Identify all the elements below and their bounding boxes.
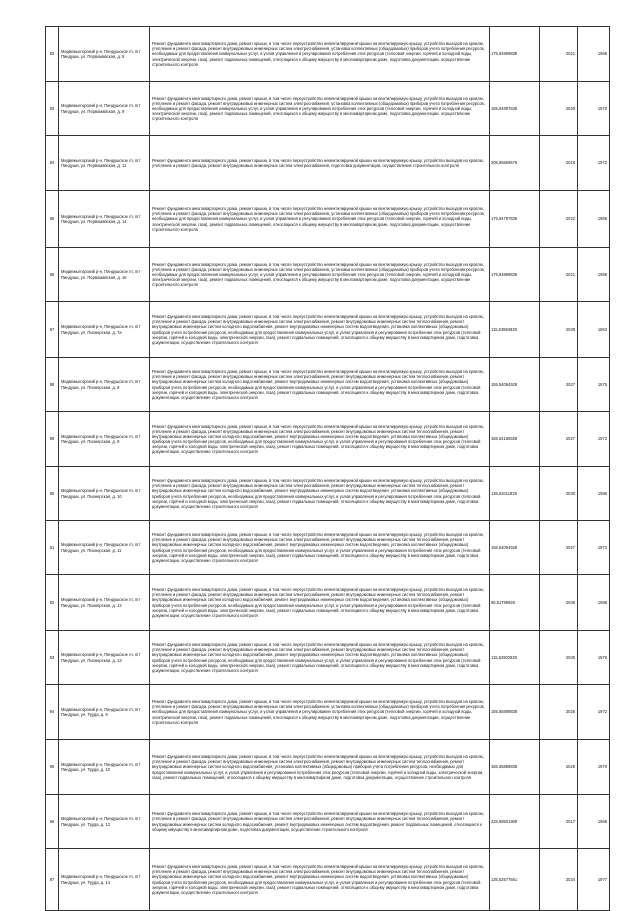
cost-cell: 155,54094928 [490, 358, 540, 412]
address-cell: Медвежьегорский р-н, Пиндушское гп, пгт Пиндуши, ул. Пионерская, д. 9 [59, 412, 150, 467]
table-row [46, 849, 610, 911]
row-number-cell: 83 [46, 82, 59, 136]
planned-year-cell: 2030 [540, 467, 578, 521]
table-row [46, 302, 610, 358]
row-number-cell: 87 [46, 302, 59, 358]
works-description-cell: Ремонт фундамента многоквартирного дома, ремонт крыши, в том числе переустройство невентилируемой крыши на вентилируемую крышу, устройство выходов на кровлю, утепление и ремонт фасада, ремонт внутридомовых инженерных систем электроснабжения, ремонт внутридомовых инженерных систем теплоснабжения, ремонт внутридомовых инженерных систем холодного водоснабжения, ремонт внутридомовых инженерных систем водоотведения, установка коллективных (общедомовых) приборов учета потребления ресурсов, необходимых для предоставления коммунальных услуг, и узлов управления и регулирования потребления этих ресурсов (тепловой энергии, горячей и холодной воды, электрической энергии, газа), ремонт подвальных помещений, относящихся к общему имуществу в многоквартирном доме, подготовка документации, осуществление строительного контроля [150, 849, 490, 911]
planned-year-cell: 2036 [540, 575, 578, 631]
row-number-cell: 93 [46, 631, 59, 685]
row-number-cell: 95 [46, 740, 59, 795]
works-description-cell: Ремонт фундамента многоквартирного дома, ремонт крыши, в том числе переустройство невентилируемой крыши на вентилируемую крышу, устройство выходов на кровлю, утепление и ремонт фасада, ремонт внутридомовых инженерных систем электроснабжения, ремонт внутридомовых инженерных систем теплоснабжения, ремонт внутридомовых инженерных систем холодного водоснабжения, ремонт внутридомовых инженерных систем водоотведения, установка коллективных (общедомовых) приборов учета потребления ресурсов, необходимых для предоставления коммунальных услуг, и узлов управления и регулирования потребления этих ресурсов (тепловой энергии, горячей и холодной воды, электрической энергии, газа), ремонт подвальных помещений, относящихся к общему имуществу в многоквартирном доме, подготовка документации, осуществление строительного контроля [150, 521, 490, 575]
table-row [46, 191, 610, 248]
cost-cell: 205,56569678 [490, 136, 540, 191]
address-cell: Медвежьегорский р-н, Пиндушское гп, пгт Пиндуши, ул. Труда, д. 10 [59, 740, 150, 795]
build-year-cell: 1972 [578, 136, 610, 191]
cost-cell: 95,51799928 [490, 575, 540, 631]
planned-year-cell: 2018 [540, 136, 578, 191]
address-cell: Медвежьегорский р-н, Пиндушское гп, пгт Пиндуши, ул. Труда, д. 9 [59, 685, 150, 740]
table-body [46, 27, 610, 911]
build-year-cell: 1966 [578, 795, 610, 849]
table-row [46, 136, 610, 191]
works-description-cell: Ремонт фундамента многоквартирного дома, ремонт крыши, в том числе переустройство невентилируемой крыши на вентилируемую крышу, устройство выходов на кровлю, утепление и ремонт фасада, ремонт внутридомовых инженерных систем электроснабжения, ремонт внутридомовых инженерных систем теплоснабжения, ремонт внутридомовых инженерных систем холодного водоснабжения, ремонт внутридомовых инженерных систем водоотведения, установка коллективных (общедомовых) приборов учета потребления ресурсов, необходимых для предоставления коммунальных услуг, и узлов управления и регулирования потребления этих ресурсов (тепловой энергии, горячей и холодной воды, электрической энергии, газа), ремонт подвальных помещений, относящихся к общему имуществу в многоквартирном доме, подготовка документации, осуществление строительного контроля [150, 467, 490, 521]
planned-year-cell: 2027 [540, 358, 578, 412]
planned-year-cell: 2036 [540, 631, 578, 685]
works-description-cell: Ремонт фундамента многоквартирного дома, ремонт крыши, в том числе переустройство невентилируемой крыши на вентилируемую крышу, устройство выходов на кровлю, утепление и ремонт фасада, ремонт внутридомовых инженерных систем электроснабжения, установка коллективных (общедомовых) приборов учета потребления ресурсов, необходимых для предоставления коммунальных услуг, и узлов управления и регулирования потребления этих ресурсов (тепловой энергии, горячей и холодной воды, электрической энергии, газа), ремонт подвальных помещений, относящихся к общему имуществу в многоквартирном доме, подготовка документации, осуществление строительного контроля [150, 82, 490, 136]
address-cell: Медвежьегорский р-н, Пиндушское гп, пгт Пиндуши, ул. Труда, д. 13 [59, 795, 150, 849]
repair-program-table [45, 26, 610, 911]
build-year-cell: 1963 [578, 302, 610, 358]
cost-cell: 175,94797838 [490, 191, 540, 248]
row-number-cell: 85 [46, 191, 59, 248]
build-year-cell: 1977 [578, 849, 610, 911]
cost-cell: 135,52011928 [490, 467, 540, 521]
address-cell: Медвежьегорский р-н, Пиндушское гп, пгт Пиндуши, ул. Первомайская, д. 11 [59, 136, 150, 191]
works-description-cell: Ремонт фундамента многоквартирного дома, ремонт крыши, в том числе переустройство невентилируемой крыши на вентилируемую крышу, устройство выходов на кровлю, утепление и ремонт фасада, ремонт внутридомовых инженерных систем электроснабжения, ремонт внутридомовых инженерных систем теплоснабжения, ремонт внутридомовых инженерных систем холодного водоснабжения, ремонт внутридомовых инженерных систем водоотведения, установка коллективных (общедомовых) приборов учета потребления ресурсов, необходимых для предоставления коммунальных услуг, и узлов управления и регулирования потребления этих ресурсов (тепловой энергии, горячей и холодной воды, электрической энергии, газа), ремонт подвальных помещений, относящихся к общему имуществу в многоквартирном доме, подготовка документации, осуществление строительного контроля [150, 631, 490, 685]
table-row [46, 795, 610, 849]
cost-cell: 175,94899838 [490, 248, 540, 302]
document-page [45, 26, 609, 911]
cost-cell: 155,55889838 [490, 685, 540, 740]
works-description-cell: Ремонт фундамента многоквартирного дома, ремонт крыши, в том числе переустройство невентилируемой крыши на вентилируемую крышу, устройство выходов на кровлю, утепление и ремонт фасада, ремонт внутридомовых инженерных систем электроснабжения, ремонт внутридомовых инженерных систем теплоснабжения, ремонт внутридомовых инженерных систем холодного водоснабжения, установка коллективных (общедомовых) приборов учета потребления ресурсов, необходимых для предоставления коммунальных услуг, и узлов управления и регулирования потребления этих ресурсов (тепловой энергии, горячей и холодной воды, электрической энергии, газа), ремонт подвальных помещений, относящихся к общему имуществу в многоквартирном доме, подготовка документации, осуществление строительного контроля [150, 740, 490, 795]
works-description-cell: Ремонт фундамента многоквартирного дома, ремонт крыши, в том числе переустройство невентилируемой крыши на вентилируемую крышу, устройство выходов на кровлю, утепление и ремонт фасада, ремонт внутридомовых инженерных систем электроснабжения, установка коллективных (общедомовых) приборов учета потребления ресурсов, необходимых для предоставления коммунальных услуг, и узлов управления и регулирования потребления этих ресурсов (тепловой энергии, горячей и холодной воды, электрической энергии, газа), ремонт подвальных помещений, относящихся к общему имуществу в многоквартирном доме, подготовка документации, осуществление строительного контроля [150, 248, 490, 302]
table-row [46, 82, 610, 136]
planned-year-cell: 2038 [540, 302, 578, 358]
address-cell: Медвежьегорский р-н, Пиндушское гп, пгт Пиндуши, ул. Пионерская, д. 7а [59, 302, 150, 358]
table-row [46, 248, 610, 302]
address-cell: Медвежьегорский р-н, Пиндушское гп, пгт Пиндуши, ул. Первомайская, д. 9 [59, 82, 150, 136]
works-description-cell: Ремонт фундамента многоквартирного дома, ремонт крыши, в том числе переустройство невентилируемой крыши на вентилируемую крышу, устройство выходов на кровлю, утепление и ремонт фасада, ремонт внутридомовых инженерных систем электроснабжения, подготовка документации, осуществление строительного контроля [150, 136, 490, 191]
build-year-cell: 1969 [578, 191, 610, 248]
cost-cell: 135,52577661 [490, 849, 540, 911]
planned-year-cell: 2022 [540, 191, 578, 248]
address-cell: Медвежьегорский р-н, Пиндушское гп, пгт Пиндуши, ул. Труда, д. 14 [59, 849, 150, 911]
row-number-cell: 84 [46, 136, 59, 191]
build-year-cell: 1966 [578, 27, 610, 82]
cost-cell: 225,58501909 [490, 795, 540, 849]
build-year-cell: 1976 [578, 631, 610, 685]
address-cell: Медвежьегорский р-н, Пиндушское гп, пгт Пиндуши, ул. Первомайская, д. 6 [59, 27, 150, 82]
works-description-cell: Ремонт фундамента многоквартирного дома, ремонт крыши, в том числе переустройство невентилируемой крыши на вентилируемую крышу, устройство выходов на кровлю, утепление и ремонт фасада, ремонт внутридомовых инженерных систем электроснабжения, установка коллективных (общедомовых) приборов учета потребления ресурсов, необходимых для предоставления коммунальных услуг, и узлов управления и регулирования потребления этих ресурсов (тепловой энергии, горячей и холодной воды, электрической энергии, газа), ремонт подвальных помещений, относящихся к общему имуществу в многоквартирном доме, подготовка документации, осуществление строительного контроля [150, 191, 490, 248]
planned-year-cell: 2034 [540, 849, 578, 911]
row-number-cell: 89 [46, 412, 59, 467]
table-row [46, 631, 610, 685]
table-row [46, 27, 610, 82]
table-row [46, 467, 610, 521]
planned-year-cell: 2026 [540, 685, 578, 740]
works-description-cell: Ремонт фундамента многоквартирного дома, ремонт крыши, в том числе переустройство невентилируемой крыши на вентилируемую крышу, устройство выходов на кровлю, утепление и ремонт фасада, ремонт внутридомовых инженерных систем электроснабжения, ремонт внутридомовых инженерных систем теплоснабжения, ремонт внутридомовых инженерных систем холодного водоснабжения, ремонт внутридомовых инженерных систем водоотведения, установка коллективных (общедомовых) приборов учета потребления ресурсов, необходимых для предоставления коммунальных услуг, и узлов управления и регулирования потребления этих ресурсов (тепловой энергии, горячей и холодной воды, электрической энергии, газа), ремонт подвальных помещений, относящихся к общему имуществу в многоквартирном доме, подготовка документации, осуществление строительного контроля [150, 358, 490, 412]
cost-cell: 155,54094928 [490, 521, 540, 575]
address-cell: Медвежьегорский р-н, Пиндушское гп, пгт Пиндуши, ул. Первомайская, д. 14 [59, 191, 150, 248]
table-row [46, 575, 610, 631]
row-number-cell: 88 [46, 358, 59, 412]
row-number-cell: 94 [46, 685, 59, 740]
table-row [46, 412, 610, 467]
cost-cell: 115,53594928 [490, 302, 540, 358]
address-cell: Медвежьегорский р-н, Пиндушское гп, пгт Пиндуши, ул. Пионерская, д. 10 [59, 467, 150, 521]
address-cell: Медвежьегорский р-н, Пиндушское гп, пгт Пиндуши, ул. Пионерская, д. 13 [59, 631, 150, 685]
planned-year-cell: 2020 [540, 82, 578, 136]
row-number-cell: 90 [46, 467, 59, 521]
table-row [46, 521, 610, 575]
works-description-cell: Ремонт фундамента многоквартирного дома, ремонт крыши, в том числе переустройство невентилируемой крыши на вентилируемую крышу, устройство выходов на кровлю, утепление и ремонт фасада, ремонт внутридомовых инженерных систем электроснабжения, ремонт внутридомовых инженерных систем теплоснабжения, ремонт внутридомовых инженерных систем холодного водоснабжения, ремонт внутридомовых инженерных систем водоотведения, установка коллективных (общедомовых) приборов учета потребления ресурсов, необходимых для предоставления коммунальных услуг, и узлов управления и регулирования потребления этих ресурсов (тепловой энергии, горячей и холодной воды, электрической энергии, газа), ремонт подвальных помещений, относящихся к общему имуществу в многоквартирном доме, подготовка документации, осуществление строительного контроля [150, 302, 490, 358]
cost-cell: 175,94899838 [490, 27, 540, 82]
works-description-cell: Ремонт фундамента многоквартирного дома, ремонт крыши, в том числе переустройство невентилируемой крыши на вентилируемую крышу, устройство выходов на кровлю, утепление и ремонт фасада, ремонт внутридомовых инженерных систем электроснабжения, установка коллективных (общедомовых) приборов учета потребления ресурсов, необходимых для предоставления коммунальных услуг, и узлов управления и регулирования потребления этих ресурсов (тепловой энергии, горячей и холодной воды, электрической энергии, газа), ремонт подвальных помещений, относящихся к общему имуществу в многоквартирном доме, подготовка документации, осуществление строительного контроля [150, 27, 490, 82]
cost-cell: 155,55889838 [490, 740, 540, 795]
row-number-cell: 82 [46, 27, 59, 82]
build-year-cell: 1968 [578, 248, 610, 302]
build-year-cell: 1970 [578, 740, 610, 795]
row-number-cell: 86 [46, 248, 59, 302]
works-description-cell: Ремонт фундамента многоквартирного дома, ремонт крыши, в том числе переустройство невентилируемой крыши на вентилируемую крышу, устройство выходов на кровлю, утепление и ремонт фасада, ремонт внутридомовых инженерных систем электроснабжения, установка коллективных (общедомовых) приборов учета потребления ресурсов, необходимых для предоставления коммунальных услуг, и узлов управления и регулирования потребления этих ресурсов (тепловой энергии, горячей и холодной воды, электрической энергии, газа), ремонт подвальных помещений, относящихся к общему имуществу в многоквартирном доме, подготовка документации, осуществление строительного контроля [150, 685, 490, 740]
build-year-cell: 1972 [578, 412, 610, 467]
address-cell: Медвежьегорский р-н, Пиндушское гп, пгт Пиндуши, ул. Пионерская, д. 8 [59, 358, 150, 412]
planned-year-cell: 2021 [540, 27, 578, 82]
row-number-cell: 96 [46, 795, 59, 849]
row-number-cell: 97 [46, 849, 59, 911]
cost-cell: 115,52902928 [490, 631, 540, 685]
planned-year-cell: 2026 [540, 740, 578, 795]
cost-cell: 155,94897838 [490, 82, 540, 136]
row-number-cell: 92 [46, 575, 59, 631]
planned-year-cell: 2017 [540, 795, 578, 849]
table-row [46, 740, 610, 795]
row-number-cell: 91 [46, 521, 59, 575]
table-row [46, 358, 610, 412]
address-cell: Медвежьегорский р-н, Пиндушское гп, пгт Пиндуши, ул. Пионерская, д. 11 [59, 521, 150, 575]
works-description-cell: Ремонт фундамента многоквартирного дома, ремонт крыши, в том числе переустройство невентилируемой крыши на вентилируемую крышу, устройство выходов на кровлю, утепление и ремонт фасада, ремонт внутридомовых инженерных систем электроснабжения, ремонт внутридомовых инженерных систем теплоснабжения, ремонт внутридомовых инженерных систем холодного водоснабжения, ремонт внутридомовых инженерных систем водоотведения, установка коллективных (общедомовых) приборов учета потребления ресурсов, необходимых для предоставления коммунальных услуг, и узлов управления и регулирования потребления этих ресурсов (тепловой энергии, горячей и холодной воды, электрической энергии, газа), ремонт подвальных помещений, относящихся к общему имуществу в многоквартирном доме, подготовка документации, осуществление строительного контроля [150, 412, 490, 467]
table-row [46, 685, 610, 740]
cost-cell: 155,54185928 [490, 412, 540, 467]
build-year-cell: 1988 [578, 575, 610, 631]
works-description-cell: Ремонт фундамента многоквартирного дома, ремонт крыши, в том числе переустройство невентилируемой крыши на вентилируемую крышу, устройство выходов на кровлю, утепление и ремонт фасада, ремонт внутридомовых инженерных систем электроснабжения, ремонт внутридомовых инженерных систем теплоснабжения, ремонт внутридомовых инженерных систем холодного водоснабжения, ремонт внутридомовых инженерных систем водоотведения, ремонт подвальных помещений, относящихся к общему имуществу в многоквартирном доме, подготовка документации, осуществление строительного контроля [150, 795, 490, 849]
build-year-cell: 1970 [578, 82, 610, 136]
planned-year-cell: 2027 [540, 521, 578, 575]
address-cell: Медвежьегорский р-н, Пиндушское гп, пгт Пиндуши, ул. Пионерская, д. 12 [59, 575, 150, 631]
build-year-cell: 1973 [578, 521, 610, 575]
planned-year-cell: 2021 [540, 248, 578, 302]
build-year-cell: 1986 [578, 467, 610, 521]
build-year-cell: 1975 [578, 358, 610, 412]
build-year-cell: 1972 [578, 685, 610, 740]
planned-year-cell: 2027 [540, 412, 578, 467]
address-cell: Медвежьегорский р-н, Пиндушское гп, пгт Пиндуши, ул. Первомайская, д. 16 [59, 248, 150, 302]
works-description-cell: Ремонт фундамента многоквартирного дома, ремонт крыши, в том числе переустройство невентилируемой крыши на вентилируемую крышу, устройство выходов на кровлю, утепление и ремонт фасада, ремонт внутридомовых инженерных систем электроснабжения, ремонт внутридомовых инженерных систем теплоснабжения, ремонт внутридомовых инженерных систем холодного водоснабжения, ремонт внутридомовых инженерных систем водоотведения, установка коллективных (общедомовых) приборов учета потребления ресурсов, необходимых для предоставления коммунальных услуг, и узлов управления и регулирования потребления этих ресурсов (тепловой энергии, горячей и холодной воды, электрической энергии, газа), ремонт подвальных помещений, относящихся к общему имуществу в многоквартирном доме, подготовка документации, осуществление строительного контроля [150, 575, 490, 631]
